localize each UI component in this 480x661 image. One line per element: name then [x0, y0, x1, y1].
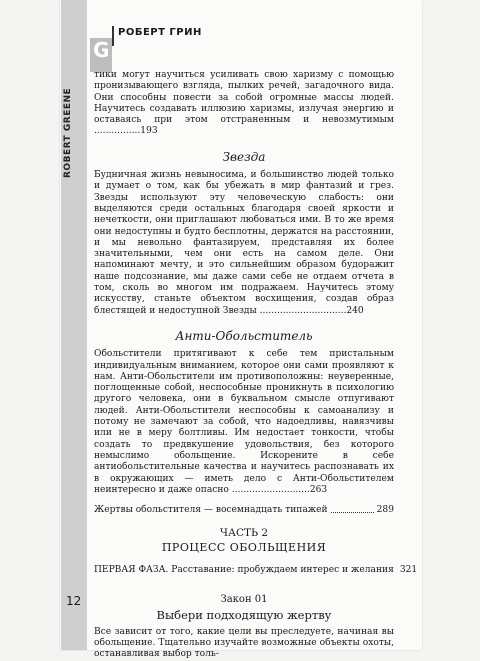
intro-paragraph: тики могут научиться усиливать свою харизму с помощью пронизывающего взгляда, пылких речей, загадочного вида. Они способны повести за собой огромные массы людей. Научитесь создавать иллюзию харизмы, излучая энергию и оставаясь при этом отстраненным и невозмутимым ................193 — [94, 70, 394, 137]
running-header-author: РОБЕРТ ГРИН — [118, 27, 202, 38]
part-title: ПРОЦЕСС ОБОЛЬЩЕНИЯ — [161, 540, 327, 554]
page-content — [94, 70, 418, 661]
anti-paragraph: Обольстители притягивают к себе тем пристальным индивидуальным вниманием, которое они сами проявляют к нам. Анти-Обольстители им противоположны: неуверенные, поглощенные собой, неспособные проникнуть в психологию другого человека, они в буквальном смысле отпугивают людей. Анти-Обольстители неспособны к самоанализу и потому не замечают за собой, что надоедливы, навязчивы или не в меру болтливы. Им недостает тонкости, чтобы создать то предвкушение удовольствия, без которого немыслимо обольщение. Искорените в себе антиобольстительные качества и научитесь распознавать их в окружающих — иметь дело с Анти-Обольстителем неинтересно и даже опасно ...........................263 — [94, 349, 394, 495]
star-paragraph: Будничная жизнь невыносима, и большинство людей только и думает о том, как бы убежать в мир фантазий и грез. Звезды используют эту человеческую слабость: они выделяются среди остальных благодаря своей яркости и нечеткости, они приглашают любоваться ими. В то же время они недоступны и будто бесплотны, держатся на расстоянии, и мы невольно фантазируем, представляя их более значительными, чем они есть на самом деле. Они напоминают мечту, и это сильнейшим образом будоражит наше подсознание, мы даже сами себе не отдаем отчета в том, сколь во многом им подражаем. Научитесь этому искусству, станьте объектом восхищения, создав образ блестящей и недоступной Звезды ..............................240 — [94, 170, 394, 316]
header-divider — [112, 26, 114, 46]
toc-victims-page: 289 — [376, 505, 394, 516]
toc-victims — [94, 505, 394, 516]
law-label: Закон 01 — [220, 594, 268, 606]
spine-author: ROBERT GREENE — [63, 87, 73, 178]
law-title: Выбери подходящую жертву — [156, 607, 332, 622]
logo-letter: G — [93, 38, 110, 62]
toc-phase — [94, 564, 418, 576]
part-label: ЧАСТЬ 2 — [219, 527, 269, 540]
section-title-anti: Анти-Обольститель — [175, 328, 313, 343]
toc-leader — [331, 505, 374, 513]
toc-victims-text: Жертвы обольстителя — восемнадцать типажей — [94, 505, 328, 516]
law-paragraph: Все зависит от того, какие цели вы преследуете, начиная вы обольщение. Тщательно изучайте возможные объекты охоты, останавливая выбор толь- — [94, 626, 394, 660]
toc-phase-text: ПЕРВАЯ ФАЗА. Расставание: пробуждаем интерес и желания — [94, 564, 394, 575]
section-title-star: Звезда — [222, 149, 266, 164]
page-number: 12 — [66, 594, 82, 608]
toc-phase-page: 321 — [399, 564, 418, 575]
